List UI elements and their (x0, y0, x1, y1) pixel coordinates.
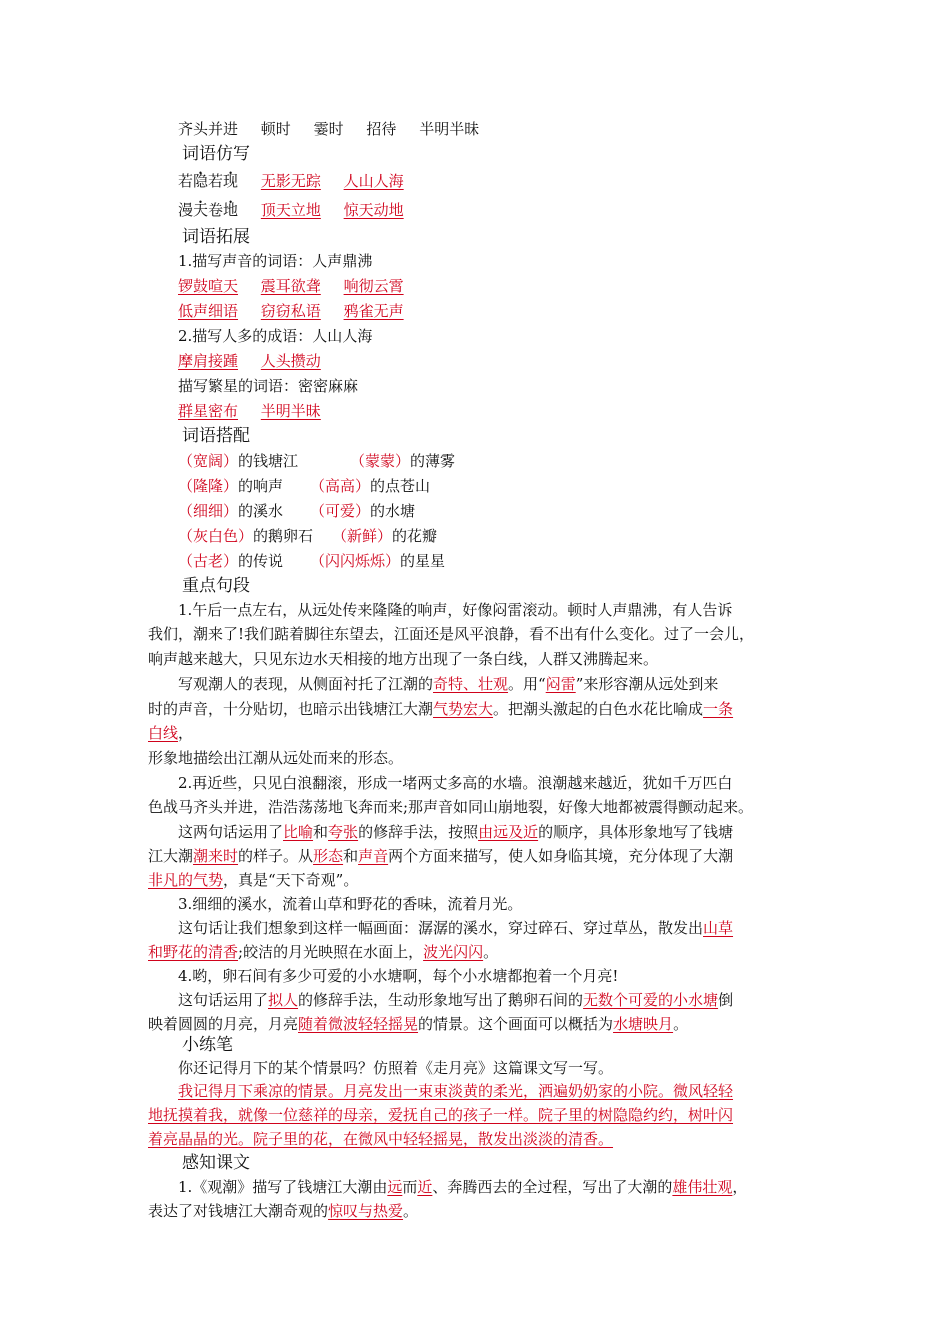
heading-lianbi: 小练笔 (182, 1035, 233, 1055)
answer: 闷雷 (545, 675, 576, 693)
answer: 无影无踪 (260, 172, 321, 190)
dapei-row: （细细）的溪水 (178, 502, 284, 520)
answer: 由远及近 (478, 823, 539, 841)
lianbi-answer: 地抚摸着我，就像一位慈祥的母亲，爱抚自己的孩子一样。院子里的树隐隐约约，树叶闪 (148, 1106, 734, 1124)
analysis-line (148, 1013, 688, 1035)
analysis-text: ;皎洁的月光映照在水面上， (238, 943, 424, 961)
sentence-line: 4.哟，卵石间有多少可爱的小水塘啊，每个小水塘都抱着一个月亮! (178, 967, 619, 985)
fangxie-row (178, 199, 404, 221)
dapei-row: （新鲜）的花瓣 (332, 527, 438, 545)
dapei-phrase: 的薄雾 (410, 452, 456, 470)
answer: 拟人 (268, 991, 299, 1009)
analysis-text: 时的声音，十分贴切，也暗示出钱塘江大潮 (148, 700, 434, 718)
answer: 惊叹与热爱 (328, 1202, 404, 1220)
analysis-line (148, 845, 733, 867)
answer: 形态 (313, 847, 344, 865)
analysis-text: 两个方面来描写，使人如身临其境，充分体现了大潮 (388, 847, 734, 865)
pattern-char-dotted: 天 (193, 201, 209, 219)
pattern-char-dotted: 现 (223, 172, 239, 190)
analysis-line (148, 698, 733, 720)
tuozhan-label: 2.描写人多的成语：人山人海 (178, 327, 373, 345)
dapei-row: （高高）的点苍山 (310, 477, 431, 495)
heading-zhongdian: 重点句段 (182, 576, 250, 596)
answer: 响彻云霄 (343, 277, 404, 295)
dapei-row: （灰白色）的鹅卵石 (178, 527, 314, 545)
dapei-answer: 细细 (193, 502, 224, 520)
dapei-row: （闪闪烁烁）的星星 (310, 552, 446, 570)
ganzhi-line (178, 1176, 747, 1198)
tuozhan-label: 1.描写声音的词语：人声鼎沸 (178, 252, 373, 270)
sentence-line: 2.再近些，只见白浪翻滚，形成一堵两丈多高的水墙。浪潮越来越近，犹如千万匹白 (178, 774, 733, 792)
analysis-text: 和 (313, 823, 329, 841)
analysis-text: 映着圆圆的月亮，月亮 (148, 1015, 299, 1033)
analysis-text: 。 (673, 1015, 689, 1033)
answer: 半明半昧 (260, 402, 321, 420)
analysis-line (148, 941, 498, 963)
analysis-text: 。用“ (508, 675, 546, 693)
answer: 鸦雀无声 (343, 302, 404, 320)
answer: 波光闪闪 (423, 943, 484, 961)
ganzhi-text: 1.《观潮》描写了钱塘江大潮由 (178, 1178, 388, 1196)
analysis-text: 这句话运用了 (178, 991, 269, 1009)
answer: 比喻 (283, 823, 314, 841)
analysis-text: 倒 (718, 991, 734, 1009)
lianbi-question: 你还记得月下的某个情景吗？仿照着《走月亮》这篇课文写一写。 (178, 1059, 614, 1077)
answer: 水塘映月 (613, 1015, 674, 1033)
answer: 无数个可爱的小水塘 (583, 991, 719, 1009)
heading-dapei: 词语搭配 (182, 426, 250, 446)
word: 半明半昧 (419, 120, 480, 138)
sentence-line: 我们，潮来了!我们踮着脚往东望去，江面还是风平浪静，看不出有什么变化。过了一会儿， (148, 625, 755, 643)
answer: 摩肩接踵 (178, 352, 239, 370)
answer: 夸张 (328, 823, 359, 841)
answer: 非凡的气势 (148, 871, 224, 889)
dapei-phrase: 的水塘 (370, 502, 416, 520)
dapei-phrase: 的点苍山 (370, 477, 431, 495)
tuozhan-answers (178, 275, 404, 297)
word: 顿时 (260, 120, 291, 138)
answer: 锣鼓喧天 (178, 277, 239, 295)
analysis-text: ， (178, 724, 194, 742)
tuozhan-answers (178, 300, 404, 322)
analysis-line (178, 917, 733, 939)
answer: 惊天动地 (343, 201, 404, 219)
ganzhi-text: 而 (402, 1178, 418, 1196)
answer: 顶天立地 (260, 201, 321, 219)
analysis-text: ”来形容潮从远处到来 (575, 675, 719, 693)
dapei-phrase: 的钱塘江 (238, 452, 299, 470)
lianbi-answer: 我记得月下乘凉的情景。月亮发出一束束淡黄的柔光，洒遍奶奶家的小院。微风轻轻 (178, 1082, 734, 1100)
ganzhi-line (148, 1200, 418, 1222)
dapei-phrase: 的星星 (400, 552, 446, 570)
dapei-phrase: 的传说 (238, 552, 284, 570)
answer: 潮来时 (193, 847, 239, 865)
fangxie-row (178, 170, 404, 192)
answer: 震耳欲聋 (260, 277, 321, 295)
analysis-line (178, 821, 733, 843)
analysis-line (148, 722, 193, 744)
word: 齐头并进 (178, 120, 239, 138)
answer: 随着微波轻轻摇晃 (298, 1015, 419, 1033)
dapei-phrase: 的溪水 (238, 502, 284, 520)
answer: 和野花的清香 (148, 943, 239, 961)
dapei-row: （隆隆）的响声 (178, 477, 284, 495)
analysis-text: 的修辞手法，生动形象地写出了鹅卵石间的 (298, 991, 584, 1009)
dapei-row: （可爱）的水塘 (310, 502, 416, 520)
tuozhan-label: 描写繁星的词语：密密麻麻 (178, 377, 359, 395)
ganzhi-text: ， (732, 1178, 748, 1196)
analysis-line (178, 989, 733, 1011)
tuozhan-answers (178, 350, 321, 372)
dapei-answer: 高高 (325, 477, 356, 495)
sentence-line: 3.细细的溪水，流着山草和野花的香味，流着月光。 (178, 895, 523, 913)
answer: 人头攒动 (260, 352, 321, 370)
analysis-text: 的情景。这个画面可以概括为 (418, 1015, 614, 1033)
answer: 一条 (703, 700, 734, 718)
dapei-row: （宽阔）的钱塘江 (178, 452, 299, 470)
dapei-answer: 闪闪烁烁 (325, 552, 386, 570)
sentence-line: 色战马齐头并进，浩浩荡荡地飞奔而来;那声音如同山崩地裂，好像大地都被震得颤动起来。 (148, 798, 754, 816)
dapei-phrase: 的响声 (238, 477, 284, 495)
word: 招待 (366, 120, 397, 138)
dapei-answer: 宽阔 (193, 452, 224, 470)
answer: 声音 (358, 847, 389, 865)
analysis-text: 的样子。从 (238, 847, 314, 865)
dapei-phrase: 的鹅卵石 (253, 527, 314, 545)
dapei-phrase: 的花瓣 (392, 527, 438, 545)
pattern-char: 卷 (208, 201, 224, 219)
answer: 气势宏大 (433, 700, 494, 718)
analysis-text: 的顺序，具体形象地写了钱塘 (538, 823, 734, 841)
ganzhi-text: 、奔腾西去的全过程，写出了大潮的 (432, 1178, 673, 1196)
tuozhan-answers (178, 400, 321, 422)
dapei-answer: 隆隆 (193, 477, 224, 495)
analysis-text: 这两句话运用了 (178, 823, 284, 841)
pattern-char-dotted: 地 (223, 201, 239, 219)
analysis-text: 这句话让我们想象到这样一幅画面：潺潺的溪水，穿过碎石、穿过草丛，散发出 (178, 919, 704, 937)
pattern-char: 若 (208, 172, 224, 190)
pattern-char: 漫 (178, 201, 194, 219)
dapei-row: （蒙蒙）的薄雾 (350, 452, 456, 470)
answer: 窃窃私语 (260, 302, 321, 320)
answer: 低声细语 (178, 302, 239, 320)
word: 霎时 (313, 120, 344, 138)
analysis-text: 写观潮人的表现，从侧面衬托了江潮的 (178, 675, 434, 693)
ganzhi-text: 。 (403, 1202, 419, 1220)
answer: 近 (417, 1178, 433, 1196)
dapei-answer: 蒙蒙 (365, 452, 396, 470)
analysis-text: 江大潮 (148, 847, 194, 865)
ganzhi-text: 表达了对钱塘江大潮奇观的 (148, 1202, 329, 1220)
dapei-answer: 古老 (193, 552, 224, 570)
analysis-line: 形象地描绘出江潮从远处而来的形态。 (148, 749, 404, 767)
pattern-char: 若 (178, 172, 194, 190)
answer: 群星密布 (178, 402, 239, 420)
analysis-text: 。把潮头激起的白色水花比喻成 (493, 700, 704, 718)
answer: 奇特、壮观 (433, 675, 509, 693)
analysis-text: 的修辞手法，按照 (358, 823, 479, 841)
sentence-line: 1.午后一点左右，从远处传来隆隆的响声，好像闷雷滚动。顿时人声鼎沸，有人告诉 (178, 601, 733, 619)
lianbi-answer: 着亮晶晶的光。院子里的花，在微风中轻轻摇晃，散发出淡淡的清香。 (148, 1130, 614, 1148)
dapei-row: （古老）的传说 (178, 552, 284, 570)
heading-tuozhan: 词语拓展 (182, 227, 250, 247)
answer: 雄伟壮观 (672, 1178, 733, 1196)
analysis-line (148, 869, 358, 891)
dapei-answer: 可爱 (325, 502, 356, 520)
analysis-line (178, 673, 718, 695)
analysis-text: 。 (483, 943, 499, 961)
sentence-line: 响声越来越大，只见东边水天相接的地方出现了一条白线，人群又沸腾起来。 (148, 650, 659, 668)
analysis-text: ，真是“天下奇观”。 (223, 871, 359, 889)
answer: 山草 (703, 919, 734, 937)
heading-ganzhi: 感知课文 (182, 1153, 250, 1173)
answer: 人山人海 (343, 172, 404, 190)
dapei-answer: 新鲜 (347, 527, 378, 545)
heading-fangxie: 词语仿写 (182, 144, 250, 164)
answer: 白线 (148, 724, 179, 742)
answer: 远 (387, 1178, 403, 1196)
pattern-char-dotted: 隐 (193, 172, 209, 190)
analysis-text: 和 (343, 847, 359, 865)
dapei-answer: 灰白色 (193, 527, 239, 545)
word-list (178, 118, 479, 140)
